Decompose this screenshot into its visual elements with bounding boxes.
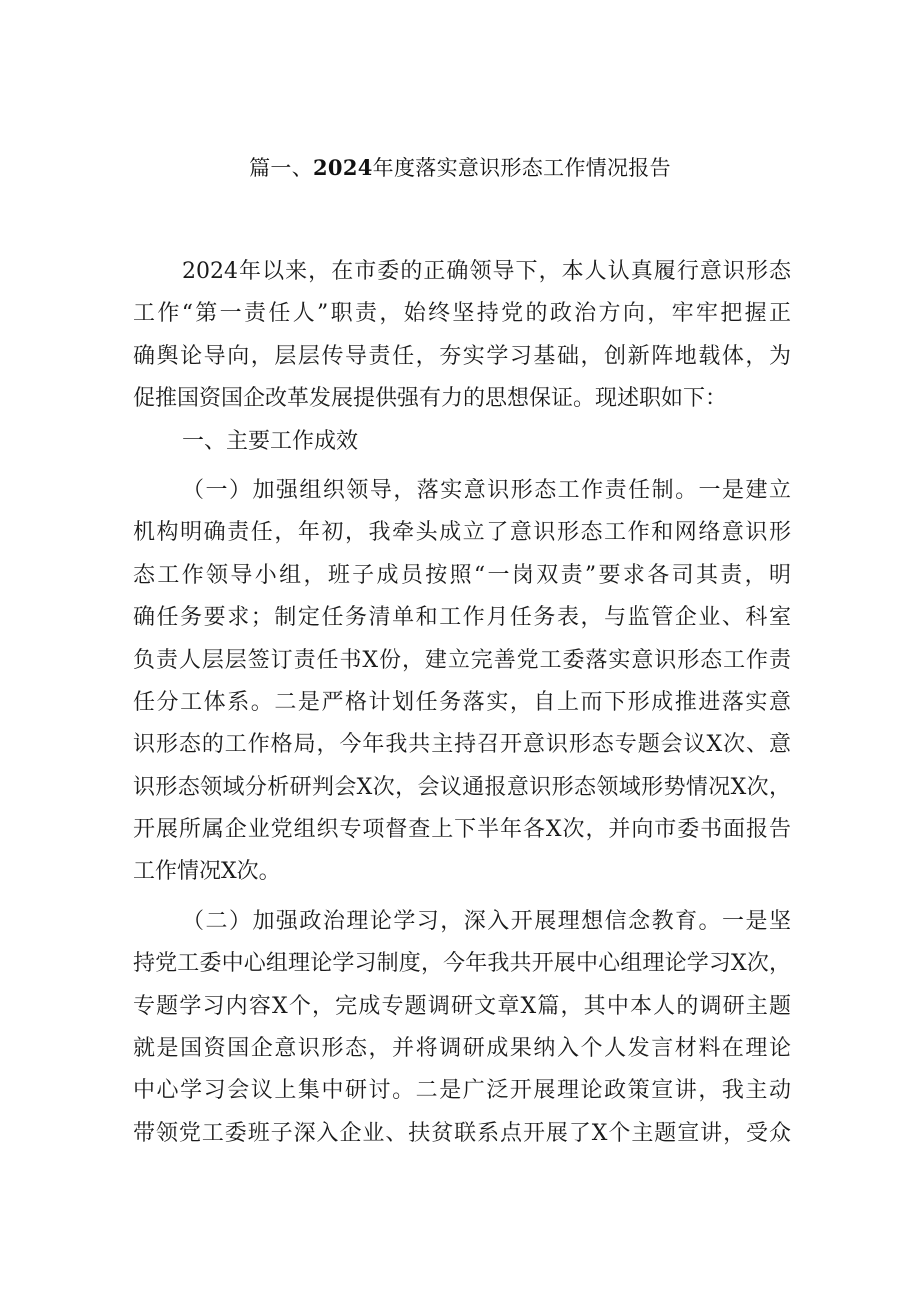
paragraph-line: 任分工体系。二是严格计划任务落实，自上而下形成推进落实意 (133, 689, 791, 715)
intro-paragraph (133, 251, 791, 421)
paragraph-line: 就是国资国企意识形态，并将调研成果纳入个人发言材料在理论 (133, 1036, 791, 1062)
paragraph-line: 开展所属企业党组织专项督查上下半年各X次，并向市委书面报告 (133, 817, 791, 843)
paragraph-line: 2024年以来，在市委的正确领导下，本人认真履行意识形态 (182, 259, 791, 284)
paragraph-line: 促推国资国企改革发展提供强有力的思想保证。现述职如下： (133, 386, 728, 412)
section-heading-text: 一、主要工作成效 (182, 428, 359, 454)
subsection-paragraph-1 (133, 470, 791, 894)
paragraph-line: 态工作领导小组，班子成员按照“一岗双责”要求各司其责，明 (133, 562, 791, 588)
paragraph-line: 确舆论导向，层层传导责任，夯实学习基础，创新阵地载体，为 (133, 343, 791, 369)
title-prefix: 篇一、 (249, 156, 314, 180)
document-body (133, 251, 791, 1155)
paragraph-line: 中心学习会议上集中研讨。二是广泛开展理论政策宣讲，我主动 (133, 1078, 791, 1104)
paragraph-line: 负责人层层签订责任书X份，建立完善党工委落实意识形态工作责 (133, 647, 791, 673)
paragraph-line: 识形态的工作格局，今年我共主持召开意识形态专题会议X次、意 (133, 732, 791, 758)
subsection-paragraph-2 (133, 901, 791, 1155)
title-suffix: 年度落实意识形态工作情况报告 (372, 156, 671, 180)
document-title (0, 155, 920, 181)
paragraph-line: 确任务要求；制定任务清单和工作月任务表，与监管企业、科室 (133, 605, 791, 631)
paragraph-line: （二）加强政治理论学习，深入开展理想信念教育。一是坚 (182, 908, 791, 934)
paragraph-line: 工作情况X次。 (133, 859, 281, 885)
paragraph-line: 工作“第一责任人”职责，始终坚持党的政治方向，牢牢把握正 (133, 301, 791, 327)
title-year: 2024 (313, 155, 373, 180)
paragraph-line: 专题学习内容X个，完成专题调研文章X篇，其中本人的调研主题 (133, 993, 791, 1019)
section-heading (133, 421, 791, 463)
paragraph-line: 机构明确责任，年初，我牵头成立了意识形态工作和网络意识形 (133, 520, 791, 546)
paragraph-line: （一）加强组织领导，落实意识形态工作责任制。一是建立 (182, 477, 791, 503)
paragraph-line: 识形态领域分析研判会X次，会议通报意识形态领域形势情况X次， (133, 774, 791, 800)
paragraph-line: 带领党工委班子深入企业、扶贫联系点开展了X个主题宣讲，受众 (133, 1120, 791, 1146)
paragraph-line: 持党工委中心组理论学习制度，今年我共开展中心组理论学习X次， (133, 951, 791, 977)
